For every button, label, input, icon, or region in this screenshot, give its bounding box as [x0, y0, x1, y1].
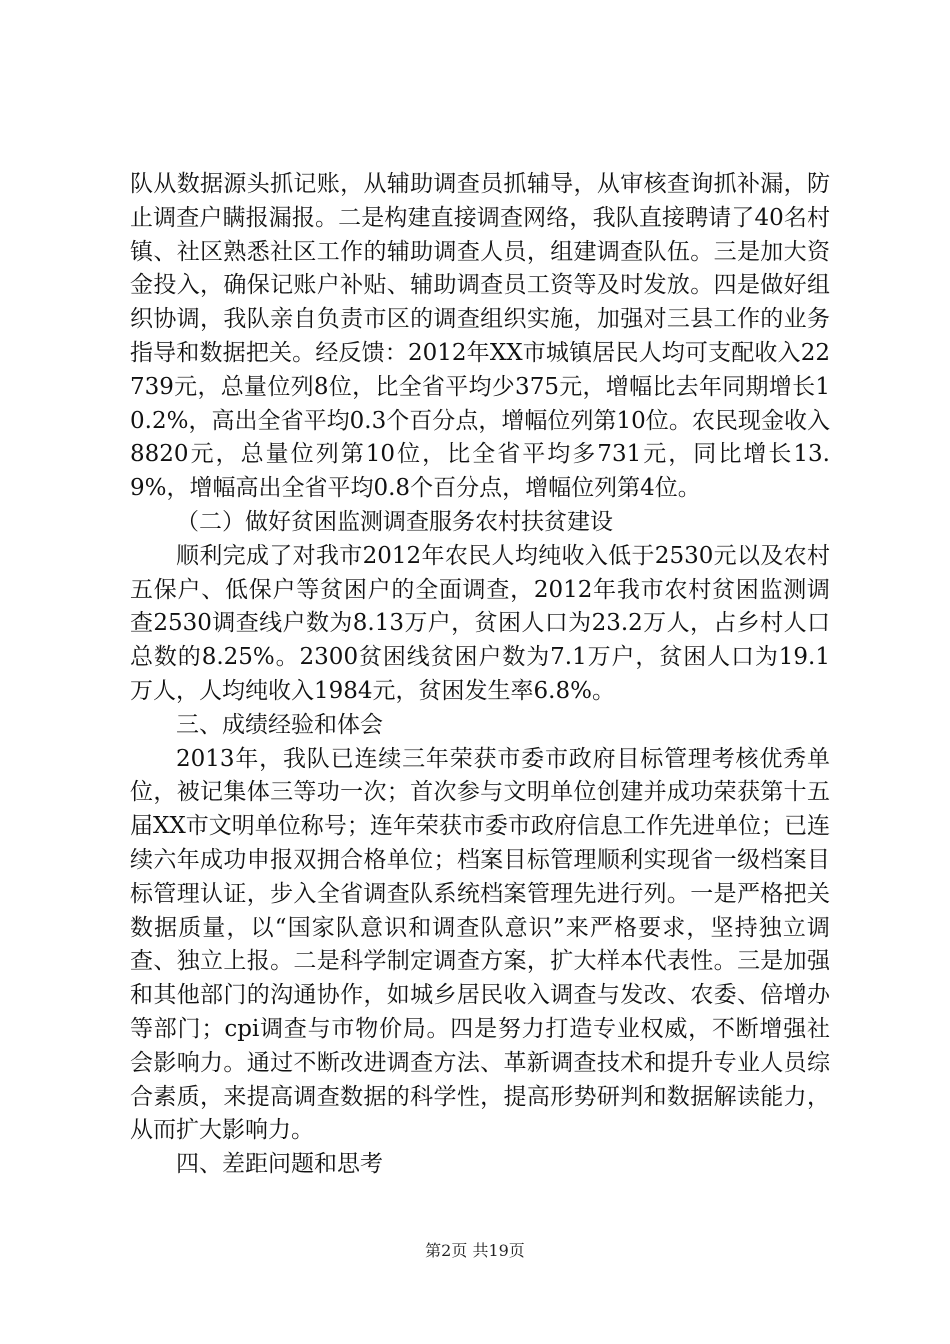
document-body: [130, 168, 830, 1182]
page-footer: [0, 1241, 950, 1261]
paragraph-data-collection: 队从数据源头抓记账，从辅助调查员抓辅导，从审核查询抓补漏，防止调查户瞒报漏报。二是构建直接调查网络，我队直接聘请了40名村镇、社区熟悉社区工作的辅助调查人员，组建调查队伍。三是加大资金投入，确保记账户补贴、辅助调查员工资等及时发放。四是做好组织协调，我队亲自负责市区的调查组织实施，加强对三县工作的业务指导和数据把关。经反馈：2012年XX市城镇居民人均可支配收入22739元，总量位列8位，比全省平均少375元，增幅比去年同期增长10.2%，高出全省平均0.3个百分点，增幅位列第10位。农民现金收入8820元，总量位列第10位，比全省平均多731元，同比增长13.9%，增幅高出全省平均0.8个百分点，增幅位列第4位。: [130, 171, 830, 502]
paragraph-achievements: 2013年，我队已连续三年荣获市委市政府目标管理考核优秀单位，被记集体三等功一次；首次参与文明单位创建并成功荣获第十五届XX市文明单位称号；连年荣获市委市政府信息工作先进单位；已连续六年成功申报双拥合格单位；档案目标管理顺利实现省一级档案目标管理认证，步入全省调查队系统档案管理先进行列。一是严格把关数据质量，以“国家队意识和调查队意识”来严格要求，坚持独立调查、独立上报。二是科学制定调查方案，扩大样本代表性。三是加强和其他部门的沟通协作，如城乡居民收入调查与发改、农委、倍增办等部门；cpi调查与市物价局。四是努力打造专业权威，不断增强社会影响力。通过不断改进调查方法、革新调查技术和提升专业人员综合素质，来提高调查数据的科学性，提高形势研判和数据解读能力，从而扩大影响力。: [130, 745, 830, 1144]
paragraph-poverty-survey: 顺利完成了对我市2012年农民人均纯收入低于2530元以及农村五保户、低保户等贫困户的全面调查，2012年我市农村贫困监测调查2530调查线户数为8.13万户，贫困人口为23.2万人，占乡村人口总数的8.25%。2300贫困线贫困户数为7.1万户，贫困人口为19.1万人，人均纯收入1984元，贫困发生率6.8%。: [130, 542, 830, 704]
page-number-label: 第2页 共19页: [425, 1241, 525, 1260]
section-heading-gaps: 四、差距问题和思考: [176, 1151, 383, 1178]
section-heading-achievements: 三、成绩经验和体会: [176, 711, 383, 738]
section-heading-poverty-monitoring: （二）做好贫困监测调查服务农村扶贫建设: [176, 508, 613, 535]
